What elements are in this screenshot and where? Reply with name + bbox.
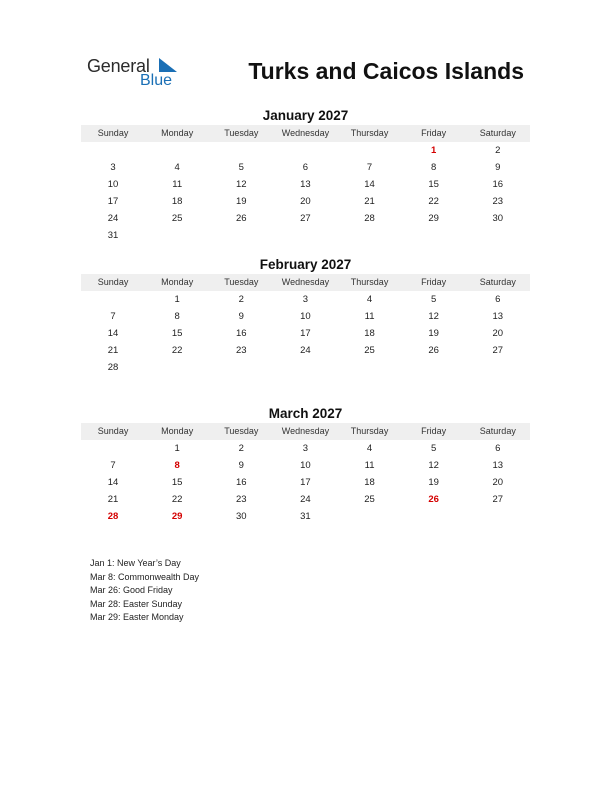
day-cell: 4	[174, 162, 180, 173]
day-cell: 19	[428, 477, 439, 488]
weekday-label: Sunday	[97, 426, 129, 436]
empty-day-cell	[81, 440, 145, 457]
week-rows	[81, 440, 530, 525]
weekday-header-row	[81, 125, 530, 142]
week-row	[81, 508, 530, 525]
day-cell: 28	[107, 511, 119, 522]
day-cell: 26	[428, 345, 439, 356]
month-calendar-february	[81, 257, 530, 376]
weekday-label: Saturday	[479, 277, 516, 287]
week-row	[81, 210, 530, 227]
day-cell: 2	[238, 443, 244, 454]
day-cell: 29	[428, 213, 439, 224]
day-cell: 3	[302, 443, 309, 454]
day-cell: 27	[492, 494, 504, 505]
day-cell: 2	[238, 294, 244, 305]
day-cell: 13	[300, 179, 311, 190]
day-cell: 25	[171, 213, 183, 224]
empty-day-cell	[466, 227, 530, 244]
logo-text-general: General	[87, 56, 150, 76]
day-cell: 21	[364, 196, 375, 207]
day-cell: 1	[431, 145, 437, 156]
day-cell: 1	[174, 443, 180, 454]
day-cell: 15	[171, 328, 183, 339]
day-cell: 3	[110, 162, 116, 173]
week-rows	[81, 142, 530, 244]
day-cell: 14	[107, 477, 119, 488]
empty-day-cell	[273, 227, 337, 244]
day-cell: 1	[174, 294, 180, 305]
week-row	[81, 308, 530, 325]
holiday-item: Mar 26: Good Friday	[90, 585, 173, 595]
day-cell: 9	[495, 162, 501, 173]
day-cell: 20	[492, 477, 504, 488]
day-cell: 11	[364, 311, 375, 322]
empty-day-cell	[145, 359, 209, 376]
weekday-label: Tuesday	[224, 277, 259, 287]
day-cell: 26	[236, 213, 247, 224]
empty-day-cell	[338, 508, 402, 525]
month-calendar-january	[81, 108, 530, 244]
day-cell: 11	[364, 460, 375, 471]
day-cell: 19	[428, 328, 439, 339]
day-cell: 24	[300, 494, 311, 505]
day-cell: 31	[107, 230, 119, 241]
day-cell: 15	[428, 179, 439, 190]
empty-day-cell	[402, 508, 466, 525]
week-rows	[81, 291, 530, 376]
week-row	[81, 142, 530, 159]
day-cell: 20	[300, 196, 311, 207]
month-title: January 2027	[262, 108, 349, 123]
day-cell: 30	[236, 511, 247, 522]
day-cell: 8	[174, 460, 180, 471]
day-cell: 27	[300, 213, 311, 224]
day-cell: 4	[366, 294, 373, 305]
week-row	[81, 457, 530, 474]
day-cell: 7	[366, 162, 373, 173]
day-cell: 28	[107, 362, 119, 373]
day-cell: 2	[495, 145, 501, 156]
weekday-label: Monday	[161, 128, 194, 138]
day-cell: 13	[492, 311, 504, 322]
day-cell: 15	[171, 477, 183, 488]
day-cell: 12	[428, 311, 439, 322]
empty-day-cell	[145, 142, 209, 159]
day-cell: 16	[236, 328, 247, 339]
day-cell: 26	[428, 494, 439, 505]
day-cell: 4	[366, 443, 373, 454]
weekday-label: Thursday	[350, 426, 389, 436]
day-cell: 5	[431, 443, 437, 454]
weekday-label: Sunday	[97, 277, 129, 287]
day-cell: 27	[492, 345, 504, 356]
empty-day-cell	[81, 142, 145, 159]
day-cell: 31	[300, 511, 311, 522]
page-title: Turks and Caicos Islands	[248, 58, 524, 84]
day-cell: 9	[238, 460, 244, 471]
day-cell: 5	[431, 294, 437, 305]
empty-day-cell	[402, 227, 466, 244]
weekday-header-row	[81, 274, 530, 291]
empty-day-cell	[273, 142, 337, 159]
weekday-label: Friday	[421, 128, 447, 138]
day-cell: 25	[364, 345, 375, 356]
day-cell: 17	[300, 328, 311, 339]
weekday-label: Wednesday	[281, 426, 330, 436]
day-cell: 29	[171, 511, 183, 522]
empty-day-cell	[273, 359, 337, 376]
empty-day-cell	[466, 359, 530, 376]
day-cell: 28	[364, 213, 375, 224]
day-cell: 25	[364, 494, 375, 505]
holiday-item: Mar 29: Easter Monday	[90, 612, 184, 622]
empty-day-cell	[209, 227, 273, 244]
week-row	[81, 491, 530, 508]
week-row	[81, 291, 530, 308]
day-cell: 14	[107, 328, 119, 339]
day-cell: 6	[495, 443, 501, 454]
week-row	[81, 193, 530, 210]
day-cell: 24	[107, 213, 119, 224]
day-cell: 9	[238, 311, 244, 322]
weekday-label: Wednesday	[281, 277, 330, 287]
day-cell: 21	[107, 494, 119, 505]
day-cell: 18	[171, 196, 183, 207]
day-cell: 17	[300, 477, 311, 488]
weekday-label: Saturday	[479, 426, 516, 436]
weekday-label: Tuesday	[224, 128, 259, 138]
empty-day-cell	[81, 291, 145, 308]
day-cell: 8	[174, 311, 180, 322]
empty-day-cell	[145, 227, 209, 244]
week-row	[81, 227, 530, 244]
day-cell: 23	[236, 494, 247, 505]
day-cell: 17	[107, 196, 119, 207]
weekday-label: Monday	[161, 426, 194, 436]
empty-day-cell	[466, 508, 530, 525]
month-calendar-march	[81, 406, 530, 525]
day-cell: 10	[300, 311, 311, 322]
holiday-item: Mar 8: Commonwealth Day	[90, 571, 200, 582]
day-cell: 14	[364, 179, 375, 190]
week-row	[81, 325, 530, 342]
day-cell: 8	[431, 162, 437, 173]
generalblue-logo	[87, 56, 187, 92]
weekday-header-row	[81, 423, 530, 440]
day-cell: 16	[492, 179, 504, 190]
empty-day-cell	[209, 359, 273, 376]
day-cell: 10	[107, 179, 119, 190]
empty-day-cell	[338, 359, 402, 376]
weekday-label: Friday	[421, 277, 447, 287]
day-cell: 7	[110, 460, 116, 471]
day-cell: 22	[428, 196, 439, 207]
weekday-label: Tuesday	[224, 426, 259, 436]
day-cell: 18	[364, 477, 375, 488]
day-cell: 12	[428, 460, 439, 471]
weekday-label: Saturday	[479, 128, 516, 138]
week-row	[81, 474, 530, 491]
day-cell: 3	[302, 294, 309, 305]
weekday-label: Thursday	[350, 128, 389, 138]
day-cell: 18	[364, 328, 375, 339]
holiday-item: Jan 1: New Year’s Day	[90, 558, 181, 568]
day-cell: 5	[238, 162, 244, 173]
day-cell: 6	[302, 162, 309, 173]
day-cell: 19	[236, 196, 247, 207]
empty-day-cell	[209, 142, 273, 159]
day-cell: 21	[107, 345, 119, 356]
weekday-label: Wednesday	[281, 128, 330, 138]
holiday-item: Mar 28: Easter Sunday	[90, 598, 183, 609]
empty-day-cell	[338, 142, 402, 159]
week-row	[81, 342, 530, 359]
day-cell: 6	[495, 294, 501, 305]
day-cell: 23	[492, 196, 504, 207]
holiday-list	[90, 557, 199, 625]
empty-day-cell	[402, 359, 466, 376]
weekday-label: Monday	[161, 277, 194, 287]
weekday-label: Sunday	[97, 128, 129, 138]
day-cell: 13	[492, 460, 504, 471]
weekday-label: Friday	[421, 426, 447, 436]
week-row	[81, 176, 530, 193]
week-row	[81, 159, 530, 176]
day-cell: 30	[492, 213, 504, 224]
month-title: March 2027	[268, 406, 343, 421]
weekday-label: Thursday	[350, 277, 389, 287]
day-cell: 22	[171, 345, 183, 356]
day-cell: 24	[300, 345, 311, 356]
day-cell: 16	[236, 477, 247, 488]
month-title: February 2027	[259, 257, 352, 272]
day-cell: 7	[110, 311, 116, 322]
logo-text-blue: Blue	[140, 72, 173, 89]
day-cell: 20	[492, 328, 504, 339]
day-cell: 10	[300, 460, 311, 471]
week-row	[81, 359, 530, 376]
day-cell: 22	[171, 494, 183, 505]
week-row	[81, 440, 530, 457]
day-cell: 23	[236, 345, 247, 356]
day-cell: 11	[172, 179, 183, 190]
day-cell: 12	[236, 179, 247, 190]
empty-day-cell	[338, 227, 402, 244]
